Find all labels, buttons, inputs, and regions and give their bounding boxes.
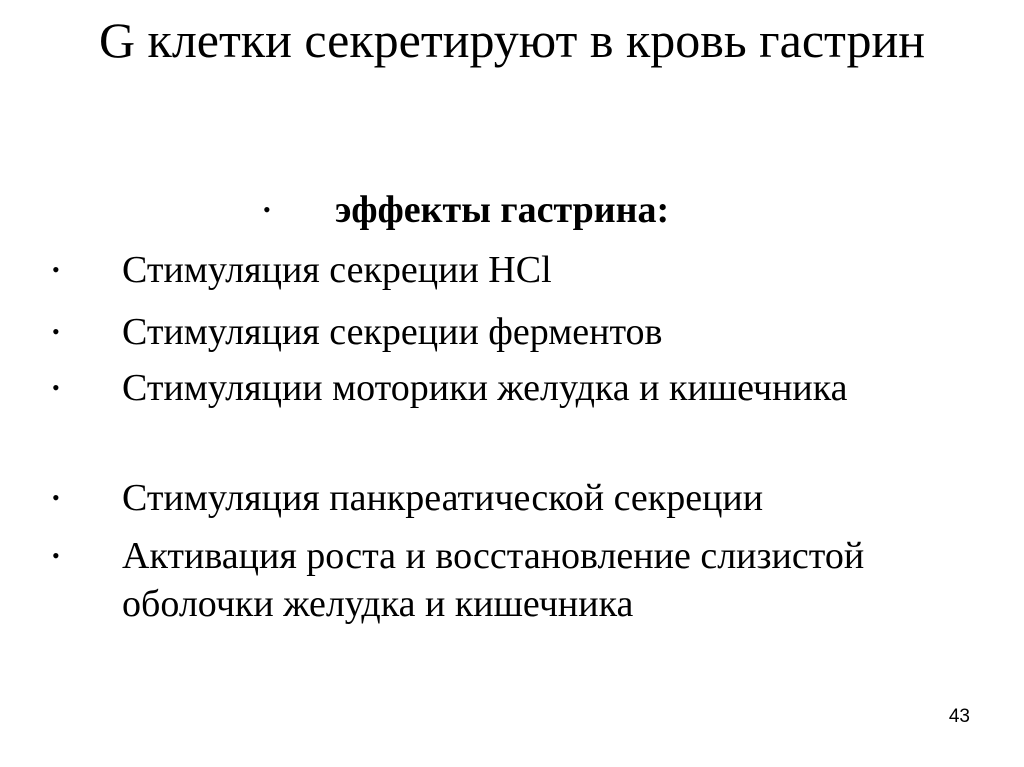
list-item-text: Активация роста и восстановление слизистой оболочки желудка и кишечника <box>122 535 865 625</box>
list-item-text: Стимуляция панкреатической секреции <box>122 477 764 519</box>
subheading-bullet: • <box>263 197 271 222</box>
subheading-text: эффекты гастрина: <box>335 189 670 231</box>
list-item-text: Стимуляция секреции HCl <box>122 249 552 291</box>
list-bullet: • <box>52 257 60 282</box>
list-bullet: • <box>52 375 60 400</box>
list-bullet: • <box>52 319 60 344</box>
list-item-text: Стимуляции моторики желудка и кишечника <box>122 367 848 409</box>
page-number: 43 <box>948 706 970 727</box>
list-item-text: Стимуляция секреции ферментов <box>122 311 663 353</box>
list-bullet: • <box>52 485 60 510</box>
slide-title: G клетки секретируют в кровь гастрин <box>98 12 926 68</box>
list-bullet: • <box>52 543 60 568</box>
